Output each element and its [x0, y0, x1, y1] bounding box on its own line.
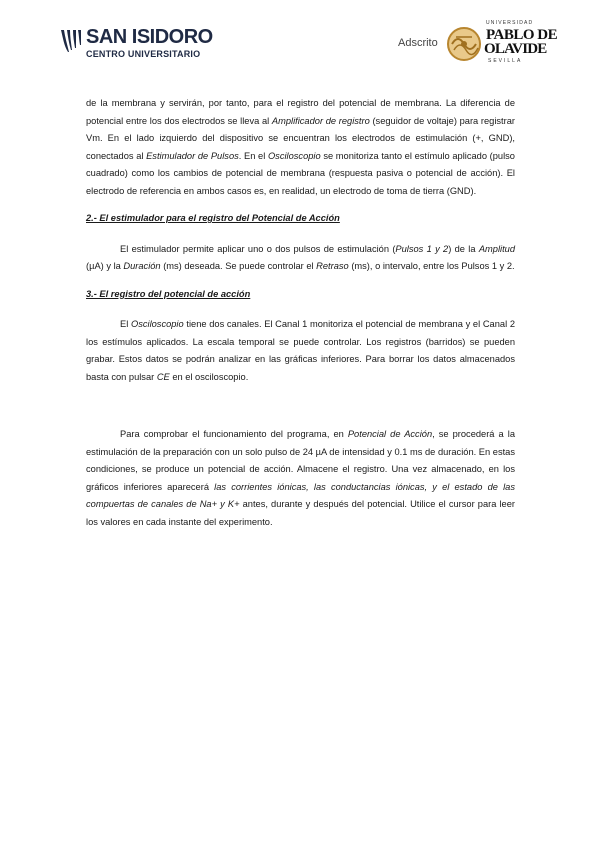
paragraph-comprobar: Para comprobar el funcionamiento del programa, en Potencial de Acción, se procederá a la estimulación de la preparación con un solo pulso de 24 µA de intensidad y 0.1 ms de duración. En estas condiciones, se produce un potencial de acción. Almacene el registro. Una vez almacenado, en los gráficos inferiores aparecerá las corrientes iónicas, las conductancias iónicas, y el estado de las compuertas de canales de Na+ y K+ antes, durante y después del potencial. Utilice el cursor para leer los valores en cada instante del experimento.: [86, 429, 515, 527]
university-name-line1: PABLO DE: [486, 27, 558, 43]
university-label: UNIVERSIDAD: [486, 20, 534, 26]
university-city: SEVILLA: [488, 58, 523, 64]
brand-name: SAN ISIDORO: [86, 26, 213, 48]
section-heading-estimulador: 2.- El estimulador para el registro del Potencial de Acción: [86, 213, 340, 223]
brand-subtitle: CENTRO UNIVERSITARIO: [86, 49, 201, 59]
san-isidoro-logo: [60, 26, 213, 62]
adscrito-label: Adscrito: [398, 37, 438, 49]
university-seal-icon: [446, 26, 482, 62]
paragraph-membrana: de la membrana y servirán, por tanto, para el registro del potencial de membrana. La diferencia de potencial entre los dos electrodos se lleva al Amplificador de registro (seguidor de voltaje) para registrar Vm. En el lado izquierdo del dispositivo se encuentran los electrodos de estimulación (+, GND), conectados al Estimulador de Pulsos. En el Osciloscopio se monitoriza tanto el estímulo aplicado (pulso cuadrado) como los cambios de potencial de membrana (respuesta pasiva o potencial de acción). El electrodo de referencia en ambos casos es, en realidad, un electrodo de toma de tierra (GND).: [86, 98, 515, 196]
section-heading-registro: 3.- El registro del potencial de acción: [86, 288, 251, 299]
document-body: [86, 95, 515, 531]
paragraph-osciloscopio: El Osciloscopio tiene dos canales. El Canal 1 monitoriza el potencial de membrana y el Canal 2 los estímulos aplicados. La escala temporal se puede controlar. Los registros (barridos) se pueden grabar. Estos datos se podrán analizar en las gráficas inferiores. Para borrar los datos almacenados basta con pulsar CE en el osciloscopio.: [86, 319, 515, 382]
paragraph-estimulador: El estimulador permite aplicar uno o dos pulsos de estimulación (Pulsos 1 y 2) de la Amplitud (µA) y la Duración (ms) deseada. Se puede controlar el Retraso (ms), o intervalo, entre los Pulsos 1 y 2.: [86, 243, 515, 271]
university-name-line2: OLAVIDE: [484, 41, 547, 57]
san-isidoro-emblem-icon: [60, 28, 82, 54]
pablo-olavide-logo: [446, 18, 558, 68]
